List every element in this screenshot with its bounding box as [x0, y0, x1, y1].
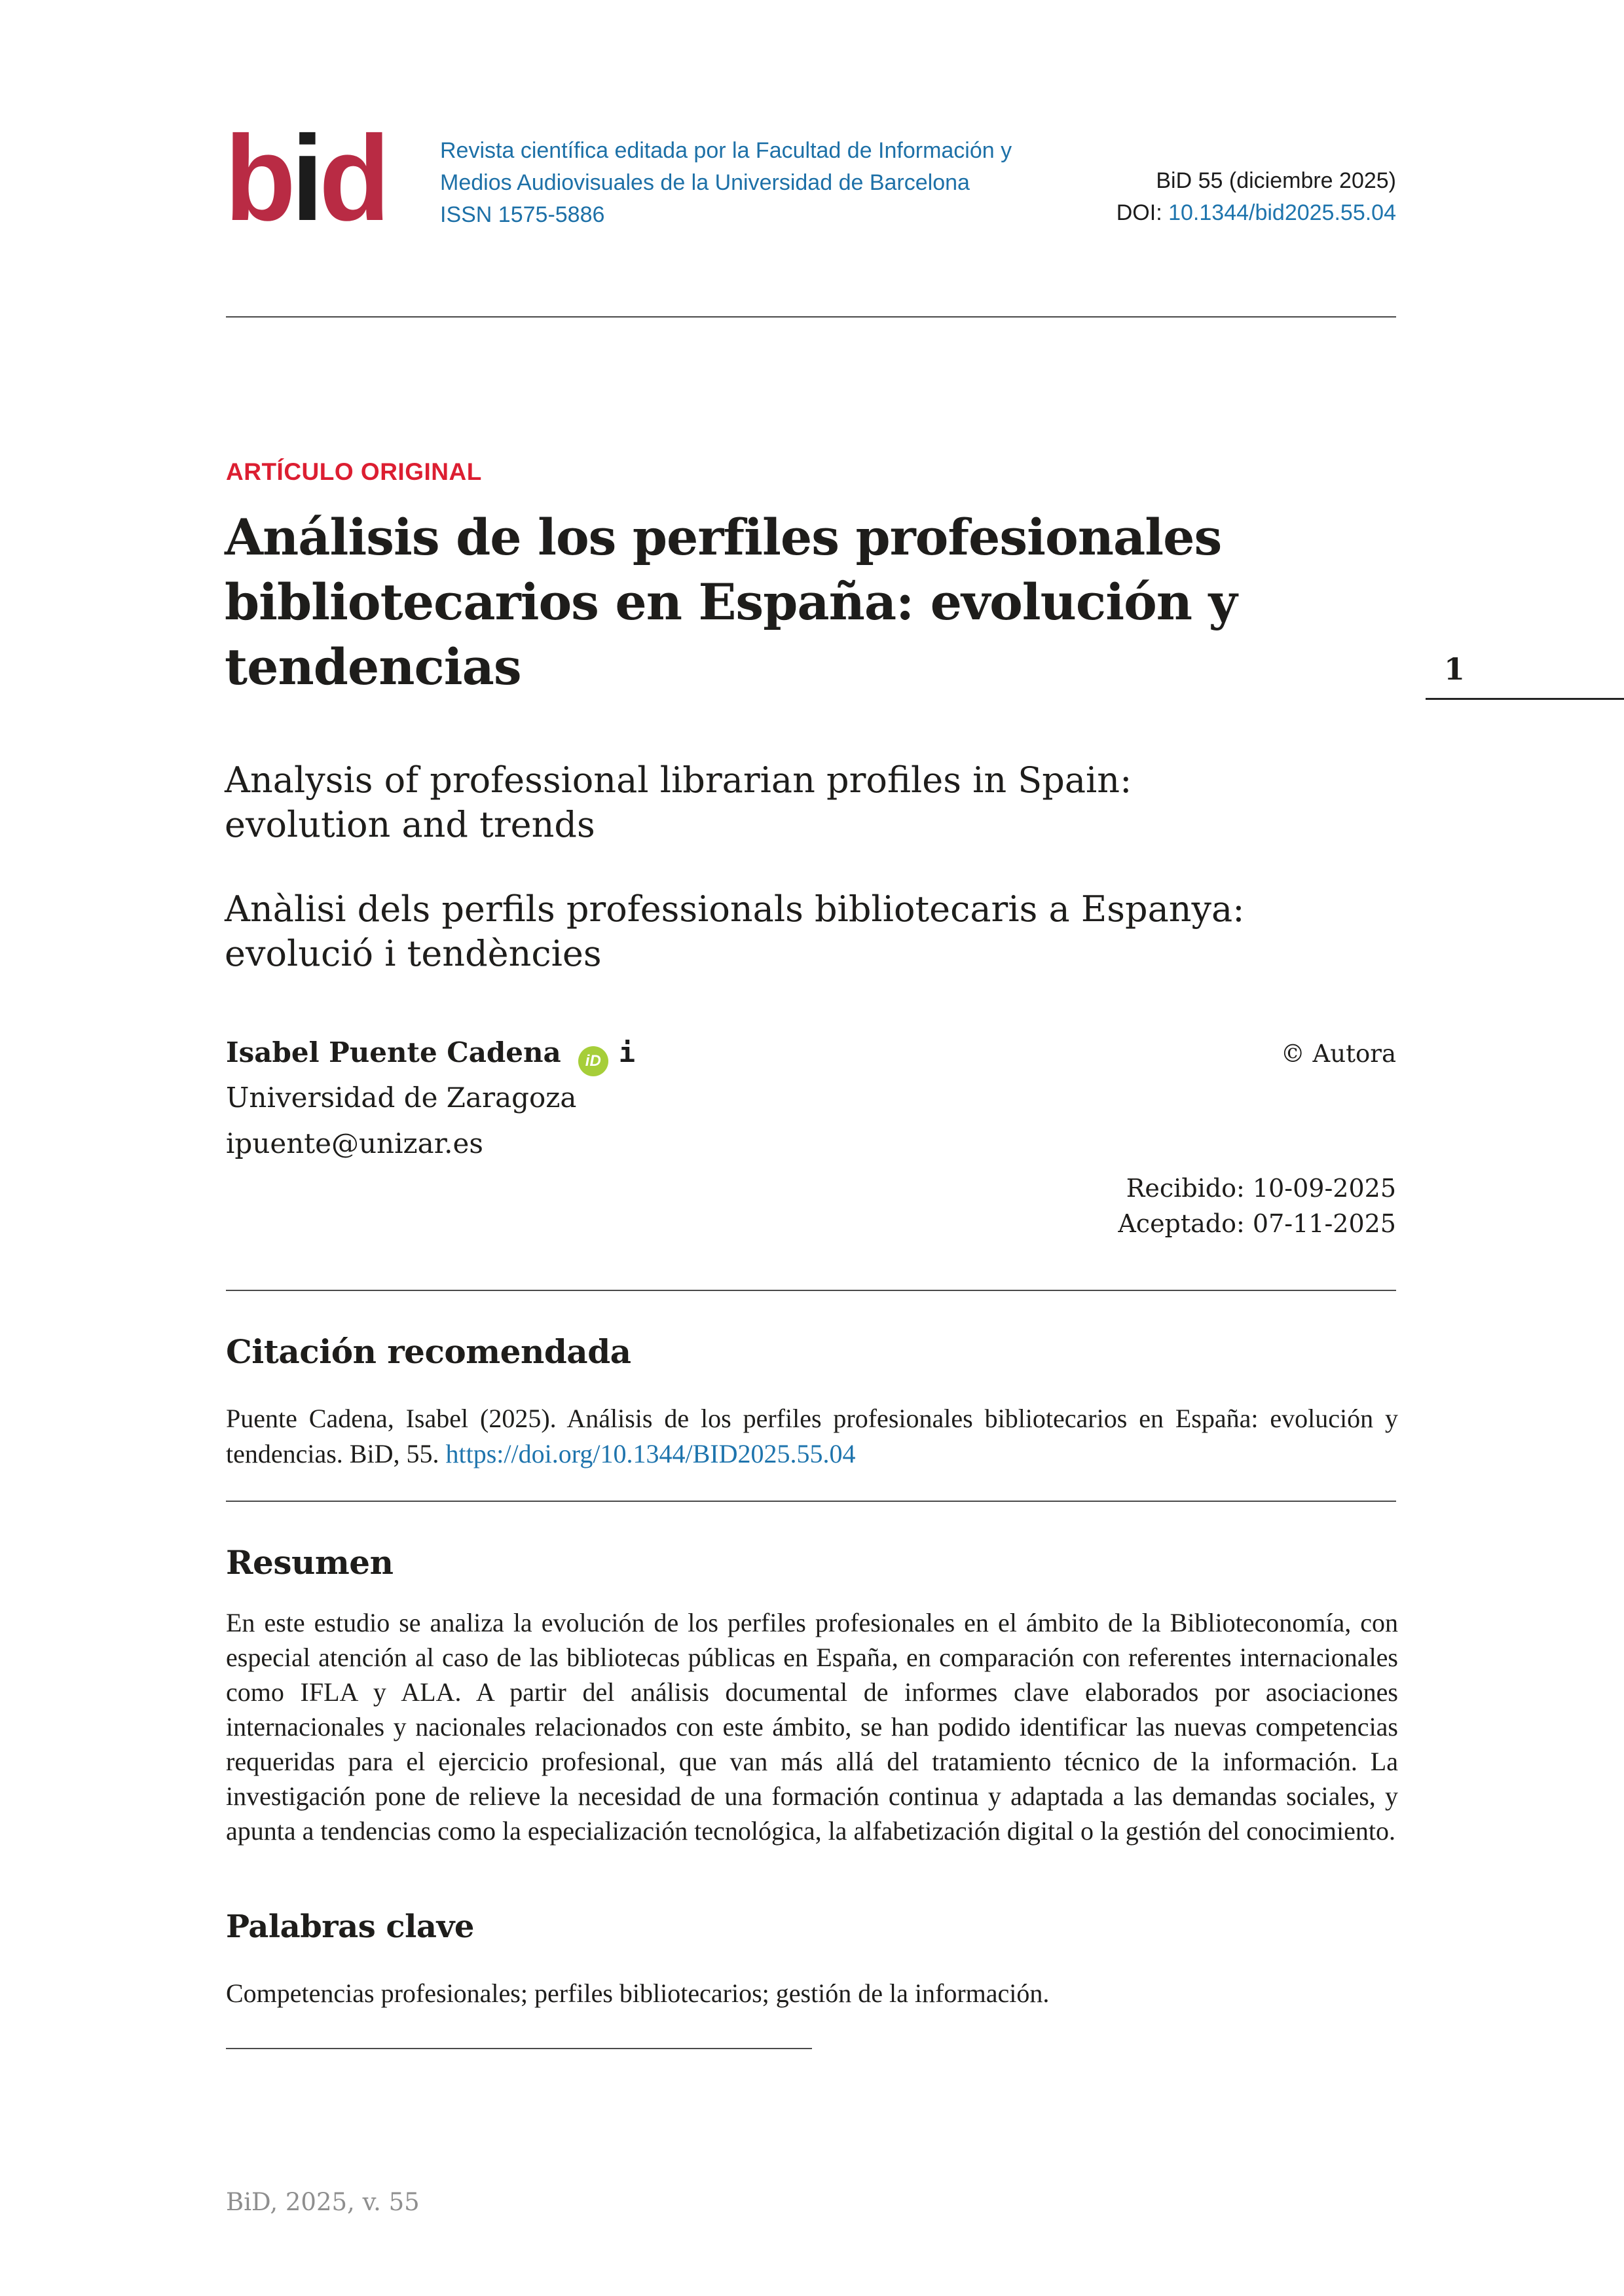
masthead-divider [226, 316, 1396, 318]
author-section-divider [226, 1290, 1396, 1291]
doi-label: DOI: [1116, 200, 1162, 225]
page-number-rule [1426, 698, 1624, 700]
citation-doi-link[interactable]: https://doi.org/10.1344/BID2025.55.04 [445, 1439, 856, 1468]
article-type-kicker: ARTÍCULO ORIGINAL [226, 458, 482, 485]
orcid-icon[interactable]: iD [578, 1046, 608, 1076]
citation-text [226, 1401, 1398, 1472]
citation-body: Puente Cadena, Isabel (2025). Análisis de los perfiles profesionales bibliotecarios en España: evolución y tendencias. BiD, 55. [226, 1404, 1398, 1468]
citation-heading: Citación recomendada [226, 1332, 631, 1371]
doi-line [1116, 197, 1396, 229]
keywords-heading: Palabras clave [226, 1908, 474, 1945]
issn-label: ISSN 1575-5886 [440, 202, 605, 227]
footnote-rule [226, 2048, 812, 2049]
author-info-icon[interactable]: i [618, 1036, 636, 1068]
author-email: ipuente@unizar.es [226, 1127, 483, 1159]
abstract-heading: Resumen [226, 1543, 394, 1582]
logo-letter-d: d [319, 110, 386, 246]
bid-journal-logo [225, 110, 386, 246]
accepted-date: Aceptado: 07-11-2025 [1118, 1209, 1396, 1238]
article-title-spanish: Análisis de los perfiles profesionales bibliotecarios en España: evolución y tendencias [225, 508, 1237, 696]
author-row [226, 1036, 635, 1076]
citation-section-divider [226, 1501, 1396, 1502]
running-footer: BiD, 2025, v. 55 [226, 2188, 420, 2216]
received-date: Recibido: 10-09-2025 [1126, 1174, 1396, 1203]
tagline-line-1: Revista científica editada por la Facultad de Información y [440, 138, 1012, 163]
keywords-text: Competencias profesionales; perfiles bibliotecarios; gestión de la información. [226, 1978, 1050, 2008]
copyright-notice: © Autora [1280, 1040, 1396, 1068]
article-title-english: Analysis of professional librarian profiles in Spain: evolution and trends [225, 759, 1132, 846]
article-title-catalan: Anàlisi dels perfils professionals bibliotecaris a Espanya: evolució i tendències [225, 888, 1245, 975]
logo-letter-b: b [225, 110, 291, 246]
page-number: 1 [1444, 651, 1466, 687]
issue-label: BiD 55 (diciembre 2025) [1156, 168, 1396, 193]
abstract-text: En este estudio se analiza la evolución de los perfiles profesionales en el ámbito de la Biblioteconomía, con especial atención al caso de las bibliotecas públicas en España, en comparación con referentes internacionales como IFLA y ALA. A partir del análisis documental de informes clave elaborados por asociaciones internacionales y nacionales relacionados con este ámbito, se han podido identificar las nuevas competencias requeridas para el ejercicio profesional, que van más allá del tratamiento técnico de la información. La investigación pone de relieve la necesidad de una formación continua y adaptada a las demandas sociales, y apunta a tendencias como la especialización tecnológica, la alfabetización digital o la gestión del conocimiento. [226, 1608, 1398, 1846]
tagline-line-2: Medios Audiovisuales de la Universidad de Barcelona [440, 170, 970, 195]
issue-info [1116, 165, 1396, 229]
author-name: Isabel Puente Cadena [226, 1036, 561, 1068]
journal-tagline [440, 135, 1012, 231]
doi-link[interactable]: 10.1344/bid2025.55.04 [1168, 200, 1396, 225]
submission-dates [1118, 1171, 1396, 1241]
logo-letter-i: i [291, 110, 320, 246]
author-affiliation: Universidad de Zaragoza [226, 1082, 577, 1114]
